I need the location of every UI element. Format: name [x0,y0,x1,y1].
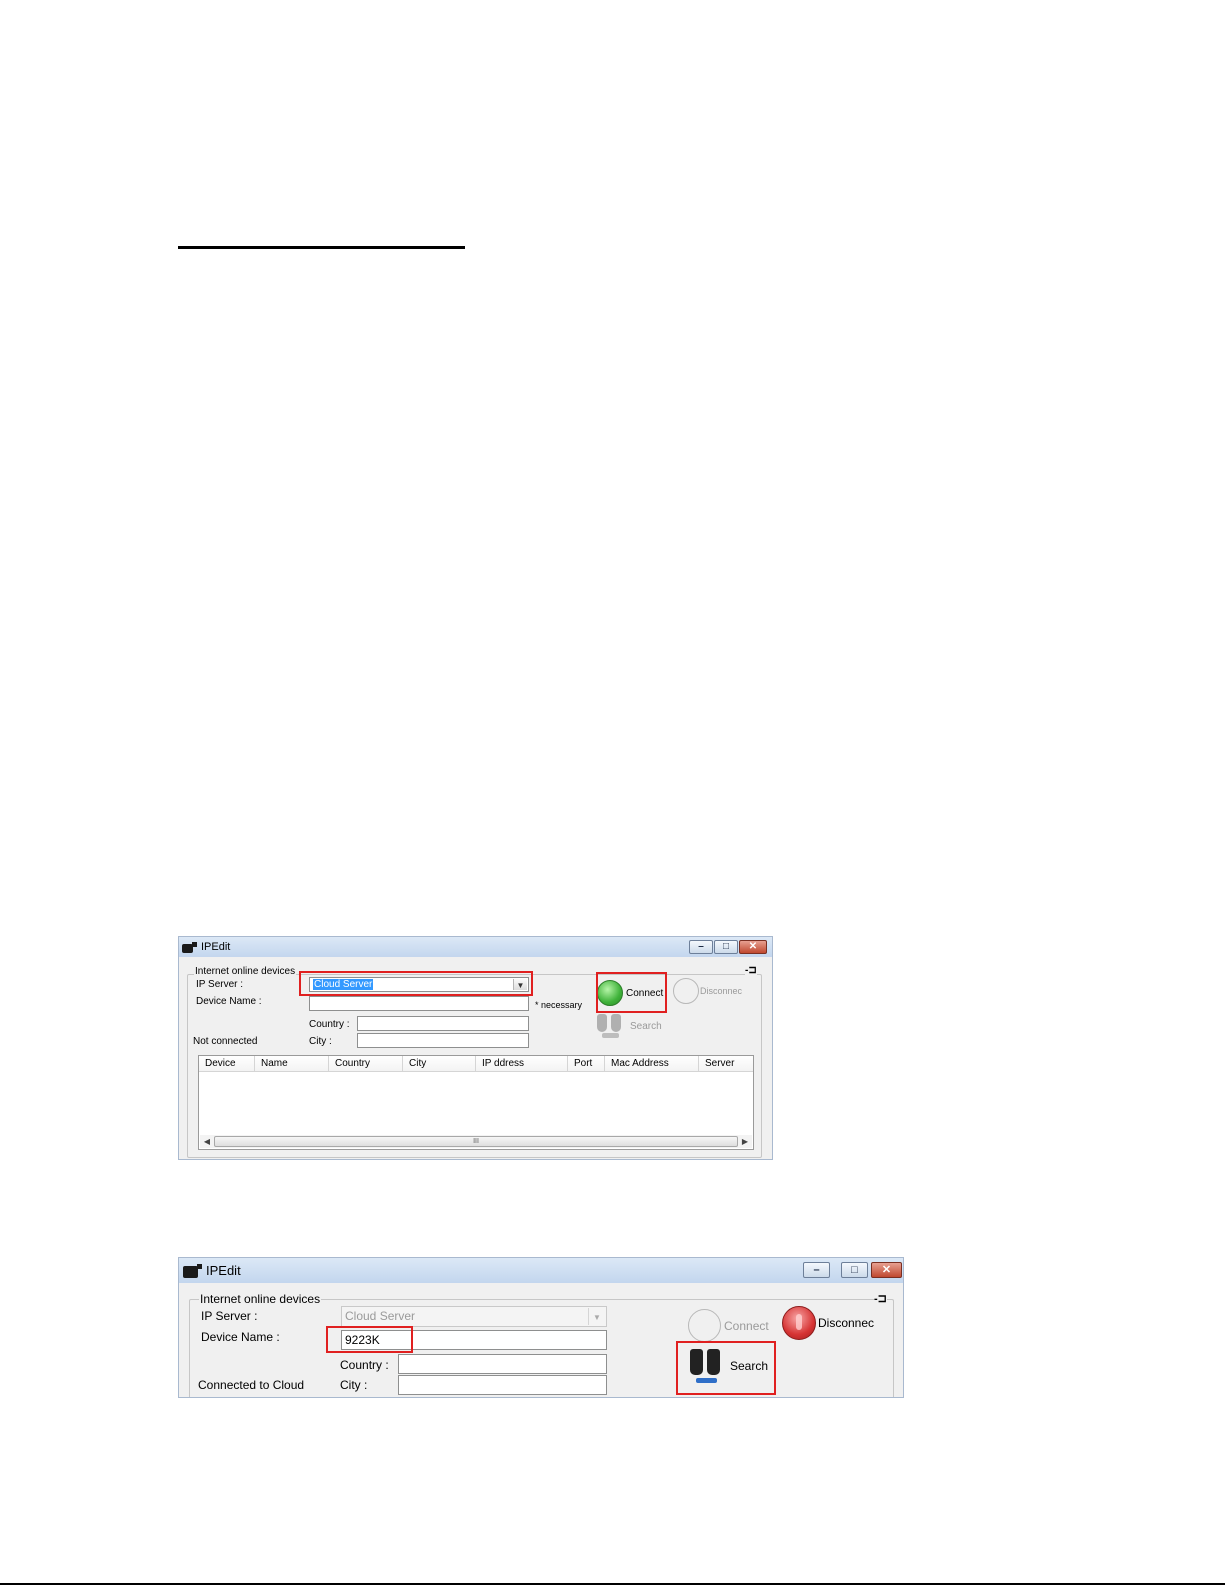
window-title: IPEdit [201,941,231,953]
heading-underline [178,246,465,249]
column-header[interactable]: Mac Address [605,1056,699,1071]
highlight-box-connect [596,972,667,1013]
group-title: Internet online devices [195,966,296,977]
column-header[interactable]: Server [705,1058,735,1069]
ip-server-label: IP Server : [201,1309,258,1323]
title-bar [179,1258,903,1283]
disconnect-button[interactable] [782,1306,874,1340]
column-header[interactable]: City [403,1056,476,1071]
disconnect-button[interactable] [673,978,742,1004]
close-button[interactable]: ✕ [739,940,767,954]
app-icon [182,942,197,953]
scroll-thumb[interactable]: III [214,1136,738,1147]
device-name-label: Device Name : [196,996,262,1007]
device-name-input[interactable]: 9223K [341,1330,607,1350]
connection-status: Connected to Cloud [198,1378,305,1392]
ip-server-selected-value: Cloud Server [314,979,373,990]
country-label: Country : [340,1358,389,1372]
column-header[interactable]: IP ddress [476,1056,568,1071]
connect-button[interactable] [688,1309,769,1342]
country-label: Country : [309,1019,350,1030]
country-input[interactable] [357,1016,529,1031]
disconnect-orb-icon [782,1306,816,1340]
binoculars-search-icon [597,1014,621,1038]
column-header[interactable]: Country [329,1056,403,1071]
ipedit-window-disconnected [178,936,773,1160]
table-header [199,1056,753,1072]
highlight-box-device-name [326,1326,413,1353]
column-header[interactable]: Port [568,1056,605,1071]
pin-icon[interactable]: -⊐ [745,965,757,976]
window-title: IPEdit [206,1263,241,1278]
necessary-note: * necessary [535,1000,583,1010]
city-input[interactable] [398,1375,607,1395]
disconnect-label: Disconnec [700,986,743,996]
maximize-button[interactable]: □ [841,1262,868,1278]
disconnect-orb-icon [673,978,699,1004]
devices-table[interactable] [198,1055,754,1150]
city-input[interactable] [357,1033,529,1048]
scroll-right-icon[interactable]: ▶ [741,1137,749,1146]
column-header[interactable]: Device [199,1056,255,1071]
chevron-down-icon[interactable]: ▼ [513,979,527,990]
minimize-button[interactable]: – [689,940,713,954]
search-label: Search [630,1020,662,1032]
connect-label: Connect [626,987,664,999]
search-label: Search [730,1359,769,1373]
disconnect-label: Disconnec [818,1316,875,1330]
column-header[interactable]: Name [255,1056,329,1071]
search-button[interactable] [597,1014,662,1038]
device-name-label: Device Name : [201,1330,280,1344]
city-label: City : [340,1378,368,1392]
ipedit-window-connected [178,1257,904,1398]
maximize-button[interactable]: □ [714,940,738,954]
app-icon [183,1264,202,1278]
pin-icon[interactable]: -⊐ [874,1293,887,1305]
ip-server-selected-value: Cloud Server [345,1309,416,1323]
group-title: Internet online devices [200,1292,321,1306]
horizontal-scrollbar[interactable] [200,1135,752,1148]
highlight-box-ip-server [299,971,533,996]
ip-server-label: IP Server : [196,979,244,990]
close-button[interactable]: ✕ [871,1262,902,1278]
city-label: City : [309,1036,332,1047]
title-bar [179,937,772,957]
device-name-input[interactable] [309,996,529,1011]
country-input[interactable] [398,1354,607,1374]
highlight-box-search [676,1341,776,1395]
connect-label: Connect [724,1318,769,1333]
connect-orb-icon [688,1309,721,1342]
minimize-button[interactable]: – [803,1262,830,1278]
chevron-down-icon: ▼ [588,1308,605,1325]
ip-server-combobox[interactable] [341,1306,607,1327]
scroll-left-icon[interactable]: ◀ [203,1137,211,1146]
connection-status: Not connected [193,1036,258,1047]
